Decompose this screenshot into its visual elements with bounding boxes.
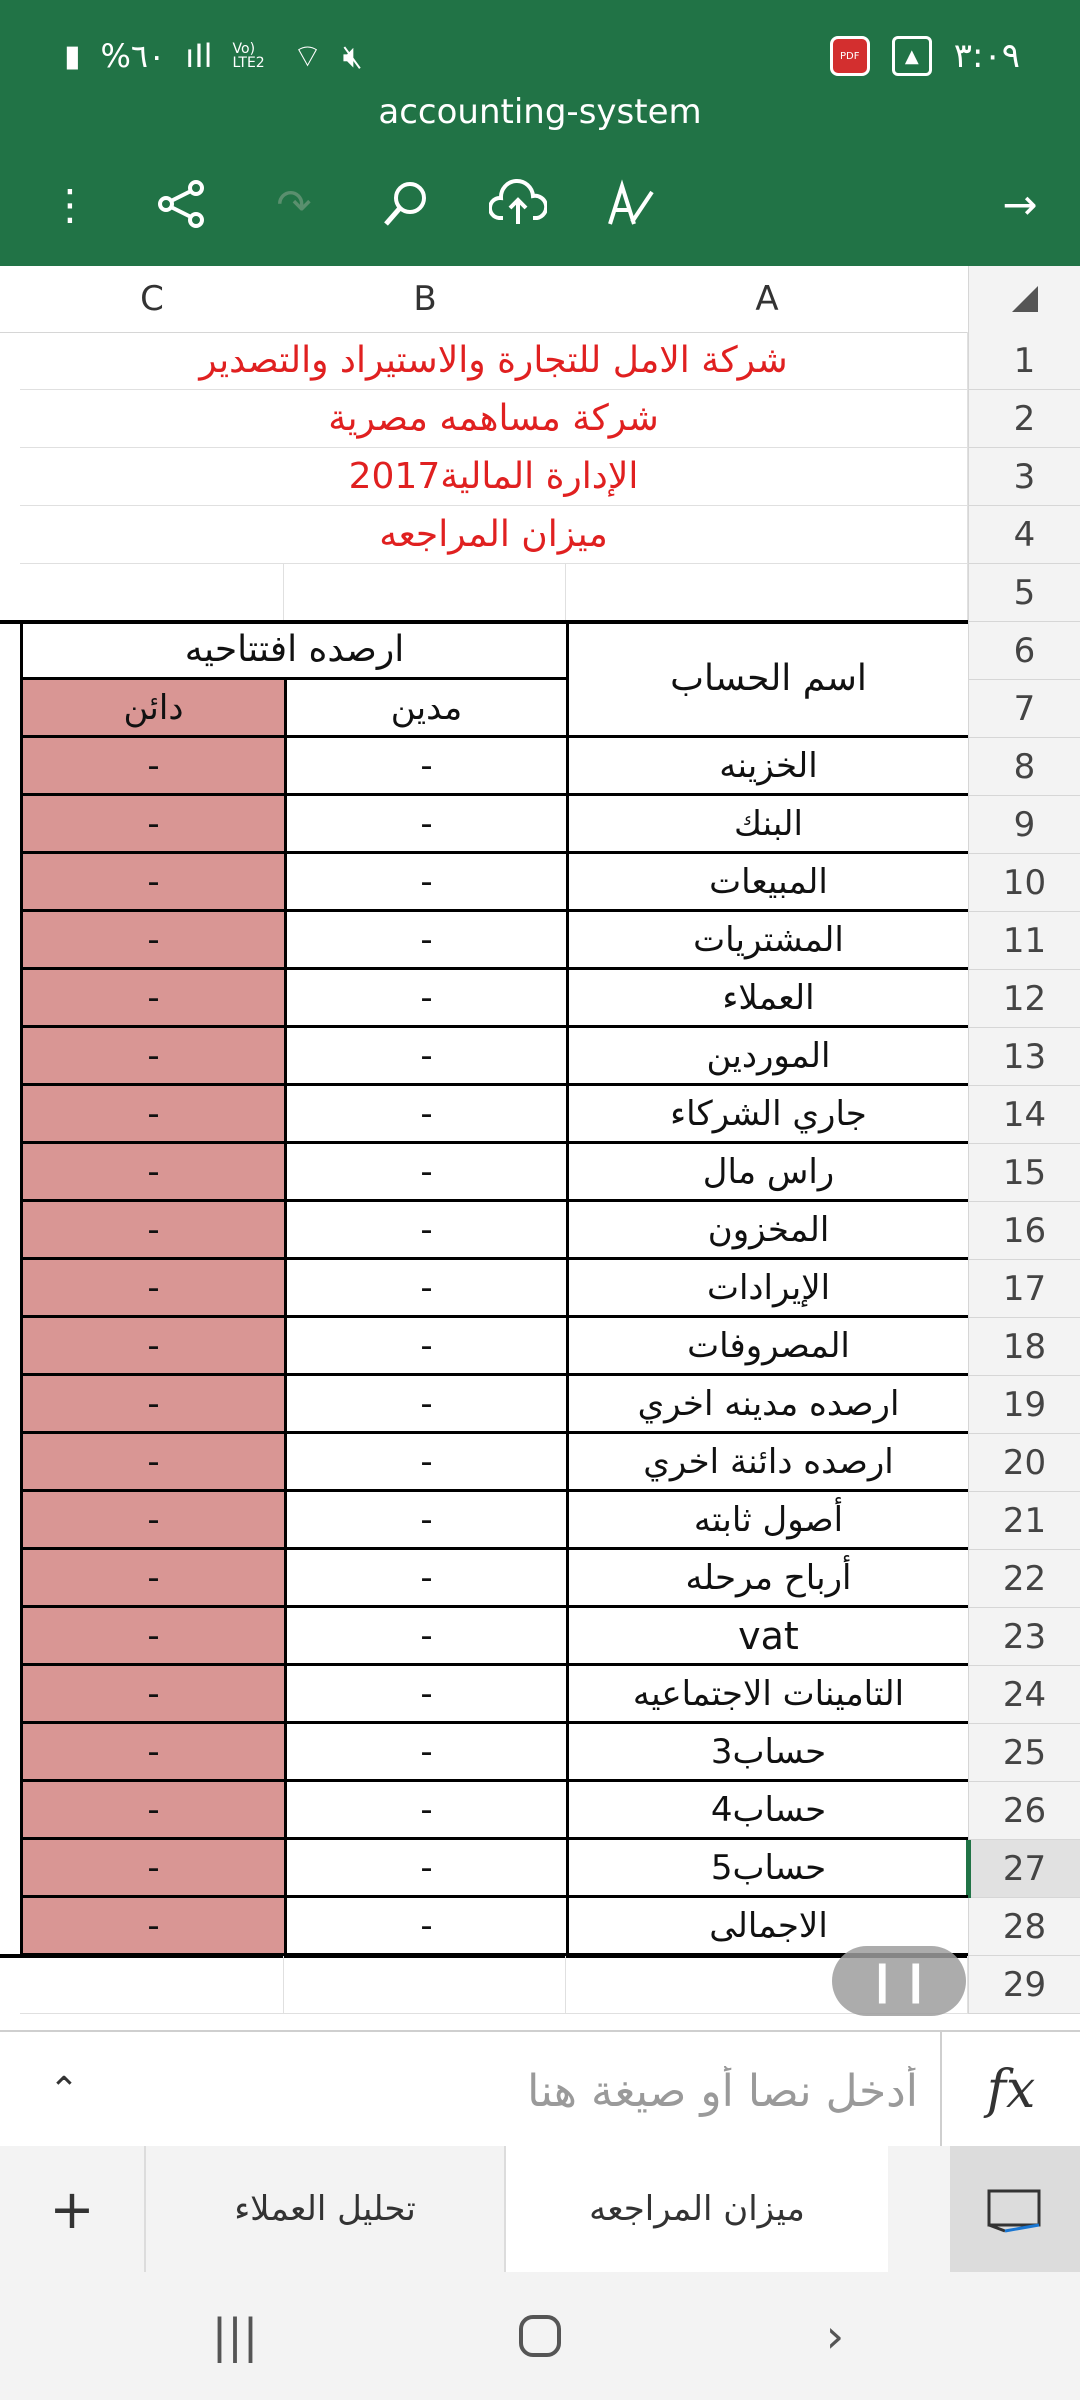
tab-customer-analysis[interactable]: تحليل العملاء — [146, 2146, 506, 2272]
debit-cell[interactable]: - — [284, 1028, 566, 1086]
row-number[interactable]: 20 — [968, 1434, 1080, 1492]
app-header — [0, 0, 1080, 266]
row-number[interactable]: 18 — [968, 1318, 1080, 1376]
cloud-upload-icon[interactable] — [486, 172, 550, 236]
debit-cell[interactable]: - — [284, 1318, 566, 1376]
row-number[interactable]: 6 — [968, 622, 1080, 680]
col-header-c[interactable]: C — [20, 266, 285, 333]
debit-header[interactable]: مدين — [284, 680, 566, 738]
pause-handle[interactable]: ❙❙ — [832, 1946, 966, 2016]
empty-cell[interactable] — [20, 564, 284, 622]
tab-trial-balance[interactable]: ميزان المراجعه — [506, 2146, 888, 2272]
spreadsheet-grid[interactable] — [0, 266, 1080, 2026]
debit-cell[interactable]: - — [284, 912, 566, 970]
account-name-cell[interactable]: الخزينه — [566, 738, 968, 796]
row-number[interactable]: 5 — [968, 564, 1080, 622]
debit-cell[interactable]: - — [284, 1840, 566, 1898]
col-header-a[interactable]: A — [566, 266, 969, 333]
credit-cell[interactable]: - — [20, 1898, 284, 1956]
status-icons — [64, 36, 363, 76]
sheet-tabs — [0, 2146, 1080, 2272]
debit-cell[interactable]: - — [284, 1202, 566, 1260]
account-name-cell[interactable]: المصروفات — [566, 1318, 968, 1376]
row-number[interactable]: 25 — [968, 1724, 1080, 1782]
account-name-cell[interactable]: ارصده دائنة اخري — [566, 1434, 968, 1492]
empty-cell[interactable] — [20, 1956, 284, 2014]
wifi-icon: ⌔ — [292, 37, 323, 75]
credit-cell[interactable]: - — [20, 1318, 284, 1376]
signal-icon: ıIl — [185, 37, 213, 75]
credit-cell[interactable]: - — [20, 1782, 284, 1840]
debit-cell[interactable]: - — [284, 1608, 566, 1666]
debit-cell[interactable]: - — [284, 1782, 566, 1840]
credit-cell[interactable]: - — [20, 1434, 284, 1492]
debit-cell[interactable]: - — [284, 738, 566, 796]
title-cell[interactable]: الإدارة المالية2017 — [20, 448, 968, 506]
share-icon[interactable] — [150, 172, 214, 236]
row-number[interactable]: 8 — [968, 738, 1080, 796]
credit-cell[interactable]: - — [20, 854, 284, 912]
row-number[interactable]: 17 — [968, 1260, 1080, 1318]
account-name-cell[interactable]: المخزون — [566, 1202, 968, 1260]
col-header-b[interactable]: B — [284, 266, 567, 333]
row-number[interactable]: 3 — [968, 448, 1080, 506]
row-number[interactable]: 19 — [968, 1376, 1080, 1434]
title-cell[interactable]: شركة الامل للتجارة والاستيراد والتصدير — [20, 332, 968, 390]
account-name-cell[interactable]: الاجمالى — [566, 1898, 968, 1956]
row-number[interactable]: 16 — [968, 1202, 1080, 1260]
debit-cell[interactable]: - — [284, 854, 566, 912]
row-number[interactable]: 29 — [968, 1956, 1080, 2014]
row-number[interactable]: 22 — [968, 1550, 1080, 1608]
credit-header[interactable]: دائن — [20, 680, 284, 738]
debit-cell[interactable]: - — [284, 1376, 566, 1434]
opening-balances-header[interactable]: ارصده افتتاحيه — [20, 622, 566, 680]
credit-cell[interactable]: - — [20, 1144, 284, 1202]
debit-cell[interactable]: - — [284, 796, 566, 854]
row-number[interactable]: 1 — [968, 332, 1080, 390]
account-name-cell[interactable]: vat — [566, 1608, 968, 1666]
status-time: ٣:٠٩ — [953, 36, 1020, 76]
credit-cell[interactable]: - — [20, 1202, 284, 1260]
debit-cell[interactable]: - — [284, 1260, 566, 1318]
account-name-cell[interactable]: المبيعات — [566, 854, 968, 912]
empty-cell[interactable] — [284, 564, 566, 622]
account-name-cell[interactable]: الإيرادات — [566, 1260, 968, 1318]
account-name-cell[interactable]: أصول ثابته — [566, 1492, 968, 1550]
row-number[interactable]: 12 — [968, 970, 1080, 1028]
credit-cell[interactable]: - — [20, 1608, 284, 1666]
row-number[interactable]: 13 — [968, 1028, 1080, 1086]
formula-bar — [0, 2030, 1080, 2150]
pdf-notification-icon: PDF — [830, 36, 870, 76]
home-icon[interactable] — [505, 2308, 575, 2364]
title-cell[interactable]: شركة مساهمه مصرية — [20, 390, 968, 448]
select-all-corner[interactable] — [968, 266, 1080, 333]
row-number[interactable]: 9 — [968, 796, 1080, 854]
title-cell[interactable]: ميزان المراجعه — [20, 506, 968, 564]
debit-cell[interactable]: - — [284, 1550, 566, 1608]
window-title: accounting-system — [378, 92, 702, 132]
battery-text: %٦٠ — [100, 37, 166, 75]
row-number[interactable]: 11 — [968, 912, 1080, 970]
account-name-cell[interactable]: المشتريات — [566, 912, 968, 970]
fx-icon[interactable]: fx — [940, 2032, 1080, 2148]
row-number[interactable]: 27 — [968, 1840, 1080, 1898]
row-number[interactable]: 4 — [968, 506, 1080, 564]
credit-cell[interactable]: - — [20, 912, 284, 970]
account-name-cell[interactable]: الموردين — [566, 1028, 968, 1086]
credit-cell[interactable]: - — [20, 1028, 284, 1086]
redo-icon[interactable]: ↷ — [276, 179, 312, 229]
debit-cell[interactable]: - — [284, 1724, 566, 1782]
credit-cell[interactable]: - — [20, 1840, 284, 1898]
row-number[interactable]: 28 — [968, 1898, 1080, 1956]
back-icon[interactable]: › — [825, 2309, 845, 2363]
android-navbar — [0, 2272, 1080, 2400]
credit-cell[interactable]: - — [20, 1550, 284, 1608]
account-name-cell[interactable]: البنك — [566, 796, 968, 854]
credit-cell[interactable]: - — [20, 1492, 284, 1550]
account-name-cell[interactable]: حساب4 — [566, 1782, 968, 1840]
battery-icon: ▮ — [64, 38, 81, 74]
account-name-cell[interactable]: العملاء — [566, 970, 968, 1028]
credit-cell[interactable]: - — [20, 970, 284, 1028]
credit-cell[interactable]: - — [20, 1086, 284, 1144]
debit-cell[interactable]: - — [284, 1144, 566, 1202]
sheet-view-icon[interactable] — [950, 2146, 1080, 2272]
row-number[interactable]: 23 — [968, 1608, 1080, 1666]
debit-cell[interactable]: - — [284, 1086, 566, 1144]
credit-cell[interactable]: - — [20, 1666, 284, 1724]
debit-cell[interactable]: - — [284, 1492, 566, 1550]
row-number[interactable]: 21 — [968, 1492, 1080, 1550]
account-name-cell[interactable]: راس مال — [566, 1144, 968, 1202]
row-number[interactable]: 24 — [968, 1666, 1080, 1724]
chevron-up-icon[interactable]: ⌃ — [48, 2069, 80, 2111]
account-name-cell[interactable]: حساب3 — [566, 1724, 968, 1782]
debit-cell[interactable]: - — [284, 970, 566, 1028]
account-name-cell[interactable]: التامينات الاجتماعيه — [566, 1666, 968, 1724]
account-name-header[interactable]: اسم الحساب — [566, 622, 968, 738]
debit-cell[interactable]: - — [284, 1666, 566, 1724]
row-number[interactable]: 26 — [968, 1782, 1080, 1840]
credit-cell[interactable]: - — [20, 1724, 284, 1782]
credit-cell[interactable]: - — [20, 1260, 284, 1318]
debit-cell[interactable]: - — [284, 1434, 566, 1492]
formula-input[interactable] — [110, 2032, 920, 2150]
mute-icon: 🔇︎ — [342, 36, 363, 75]
row-number[interactable]: 7 — [968, 680, 1080, 738]
credit-cell[interactable]: - — [20, 796, 284, 854]
more-options-icon[interactable]: ⋮ — [49, 179, 91, 229]
search-icon[interactable] — [374, 172, 438, 236]
credit-cell[interactable]: - — [20, 1376, 284, 1434]
text-edit-icon[interactable] — [600, 172, 664, 236]
account-name-cell[interactable]: ارصده مدينه اخري — [566, 1376, 968, 1434]
account-name-cell[interactable]: أرباح مرحله — [566, 1550, 968, 1608]
forward-arrow-icon[interactable]: → — [1002, 179, 1038, 229]
status-right — [830, 36, 1020, 76]
account-name-cell[interactable]: حساب5 — [566, 1840, 968, 1898]
account-name-cell[interactable]: جاري الشركاء — [566, 1086, 968, 1144]
image-notification-icon: ▲ — [892, 36, 932, 76]
network-text: Vo) LTE2 — [232, 41, 265, 71]
empty-cell[interactable] — [566, 564, 968, 622]
credit-cell[interactable]: - — [20, 738, 284, 796]
empty-cell[interactable] — [284, 1956, 566, 2014]
row-number[interactable]: 2 — [968, 390, 1080, 448]
row-number[interactable]: 10 — [968, 854, 1080, 912]
col-header-extra — [0, 266, 21, 333]
debit-cell[interactable]: - — [284, 1898, 566, 1956]
row-number[interactable]: 15 — [968, 1144, 1080, 1202]
add-sheet-button[interactable]: + — [0, 2146, 146, 2272]
recent-apps-icon[interactable]: ||| — [211, 2309, 259, 2363]
row-number[interactable]: 14 — [968, 1086, 1080, 1144]
